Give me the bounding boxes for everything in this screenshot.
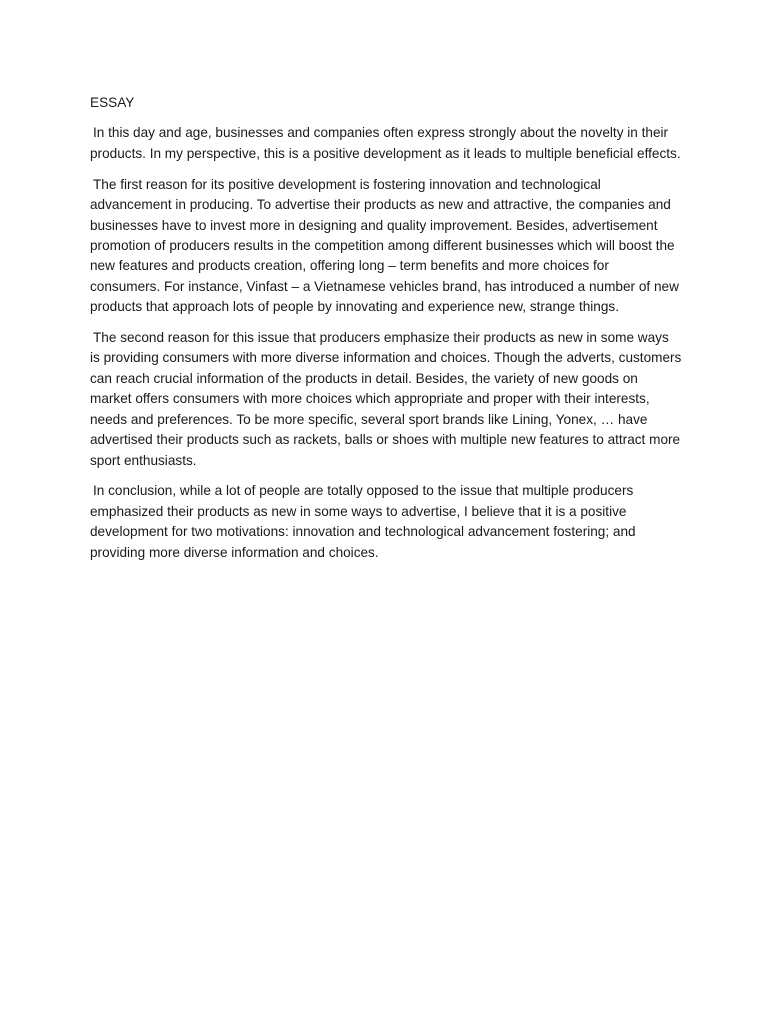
paragraph-first-reason: The first reason for its positive development is fostering innovation and technological advancement in producing. To advertise their products as new and attractive, the companies and businesses have to invest more in designing and quality improvement. Besides, advertisement promotion of producers results in the competition among different businesses which will boost the new features and products creation, offering long – term benefits and more choices for consumers. For instance, Vinfast – a Vietnamese vehicles brand, has introduced a number of new products that approach lots of people by innovating and experience new, strange things. [90,176,679,315]
paragraph-intro: In this day and age, businesses and companies often express strongly about the novelty in their products. In my perspective, this is a positive development as it leads to multiple beneficial effects. [90,125,681,161]
paragraph-second-reason: The second reason for this issue that producers emphasize their products as new in some ways is providing consumers with more diverse information and choices. Though the adverts, customers can reach crucial information of the products in detail. Besides, the variety of new goods on market offers consumers with more choices which appropriate and proper with their interests, needs and preferences. To be more specific, several sport brands like Lining, Yonex, … have advertised their products such as rackets, balls or shoes with multiple new features to attract more sport enthusiasts. [90,330,682,468]
paragraph-conclusion: In conclusion, while a lot of people are totally opposed to the issue that multiple producers emphasized their products as new in some ways to advertise, I believe that it is a positive development for two motivations: innovation and technological advancement fostering; and providing more diverse information and choices. [90,483,636,560]
document-body [90,93,682,574]
essay-title: ESSAY [90,95,135,110]
